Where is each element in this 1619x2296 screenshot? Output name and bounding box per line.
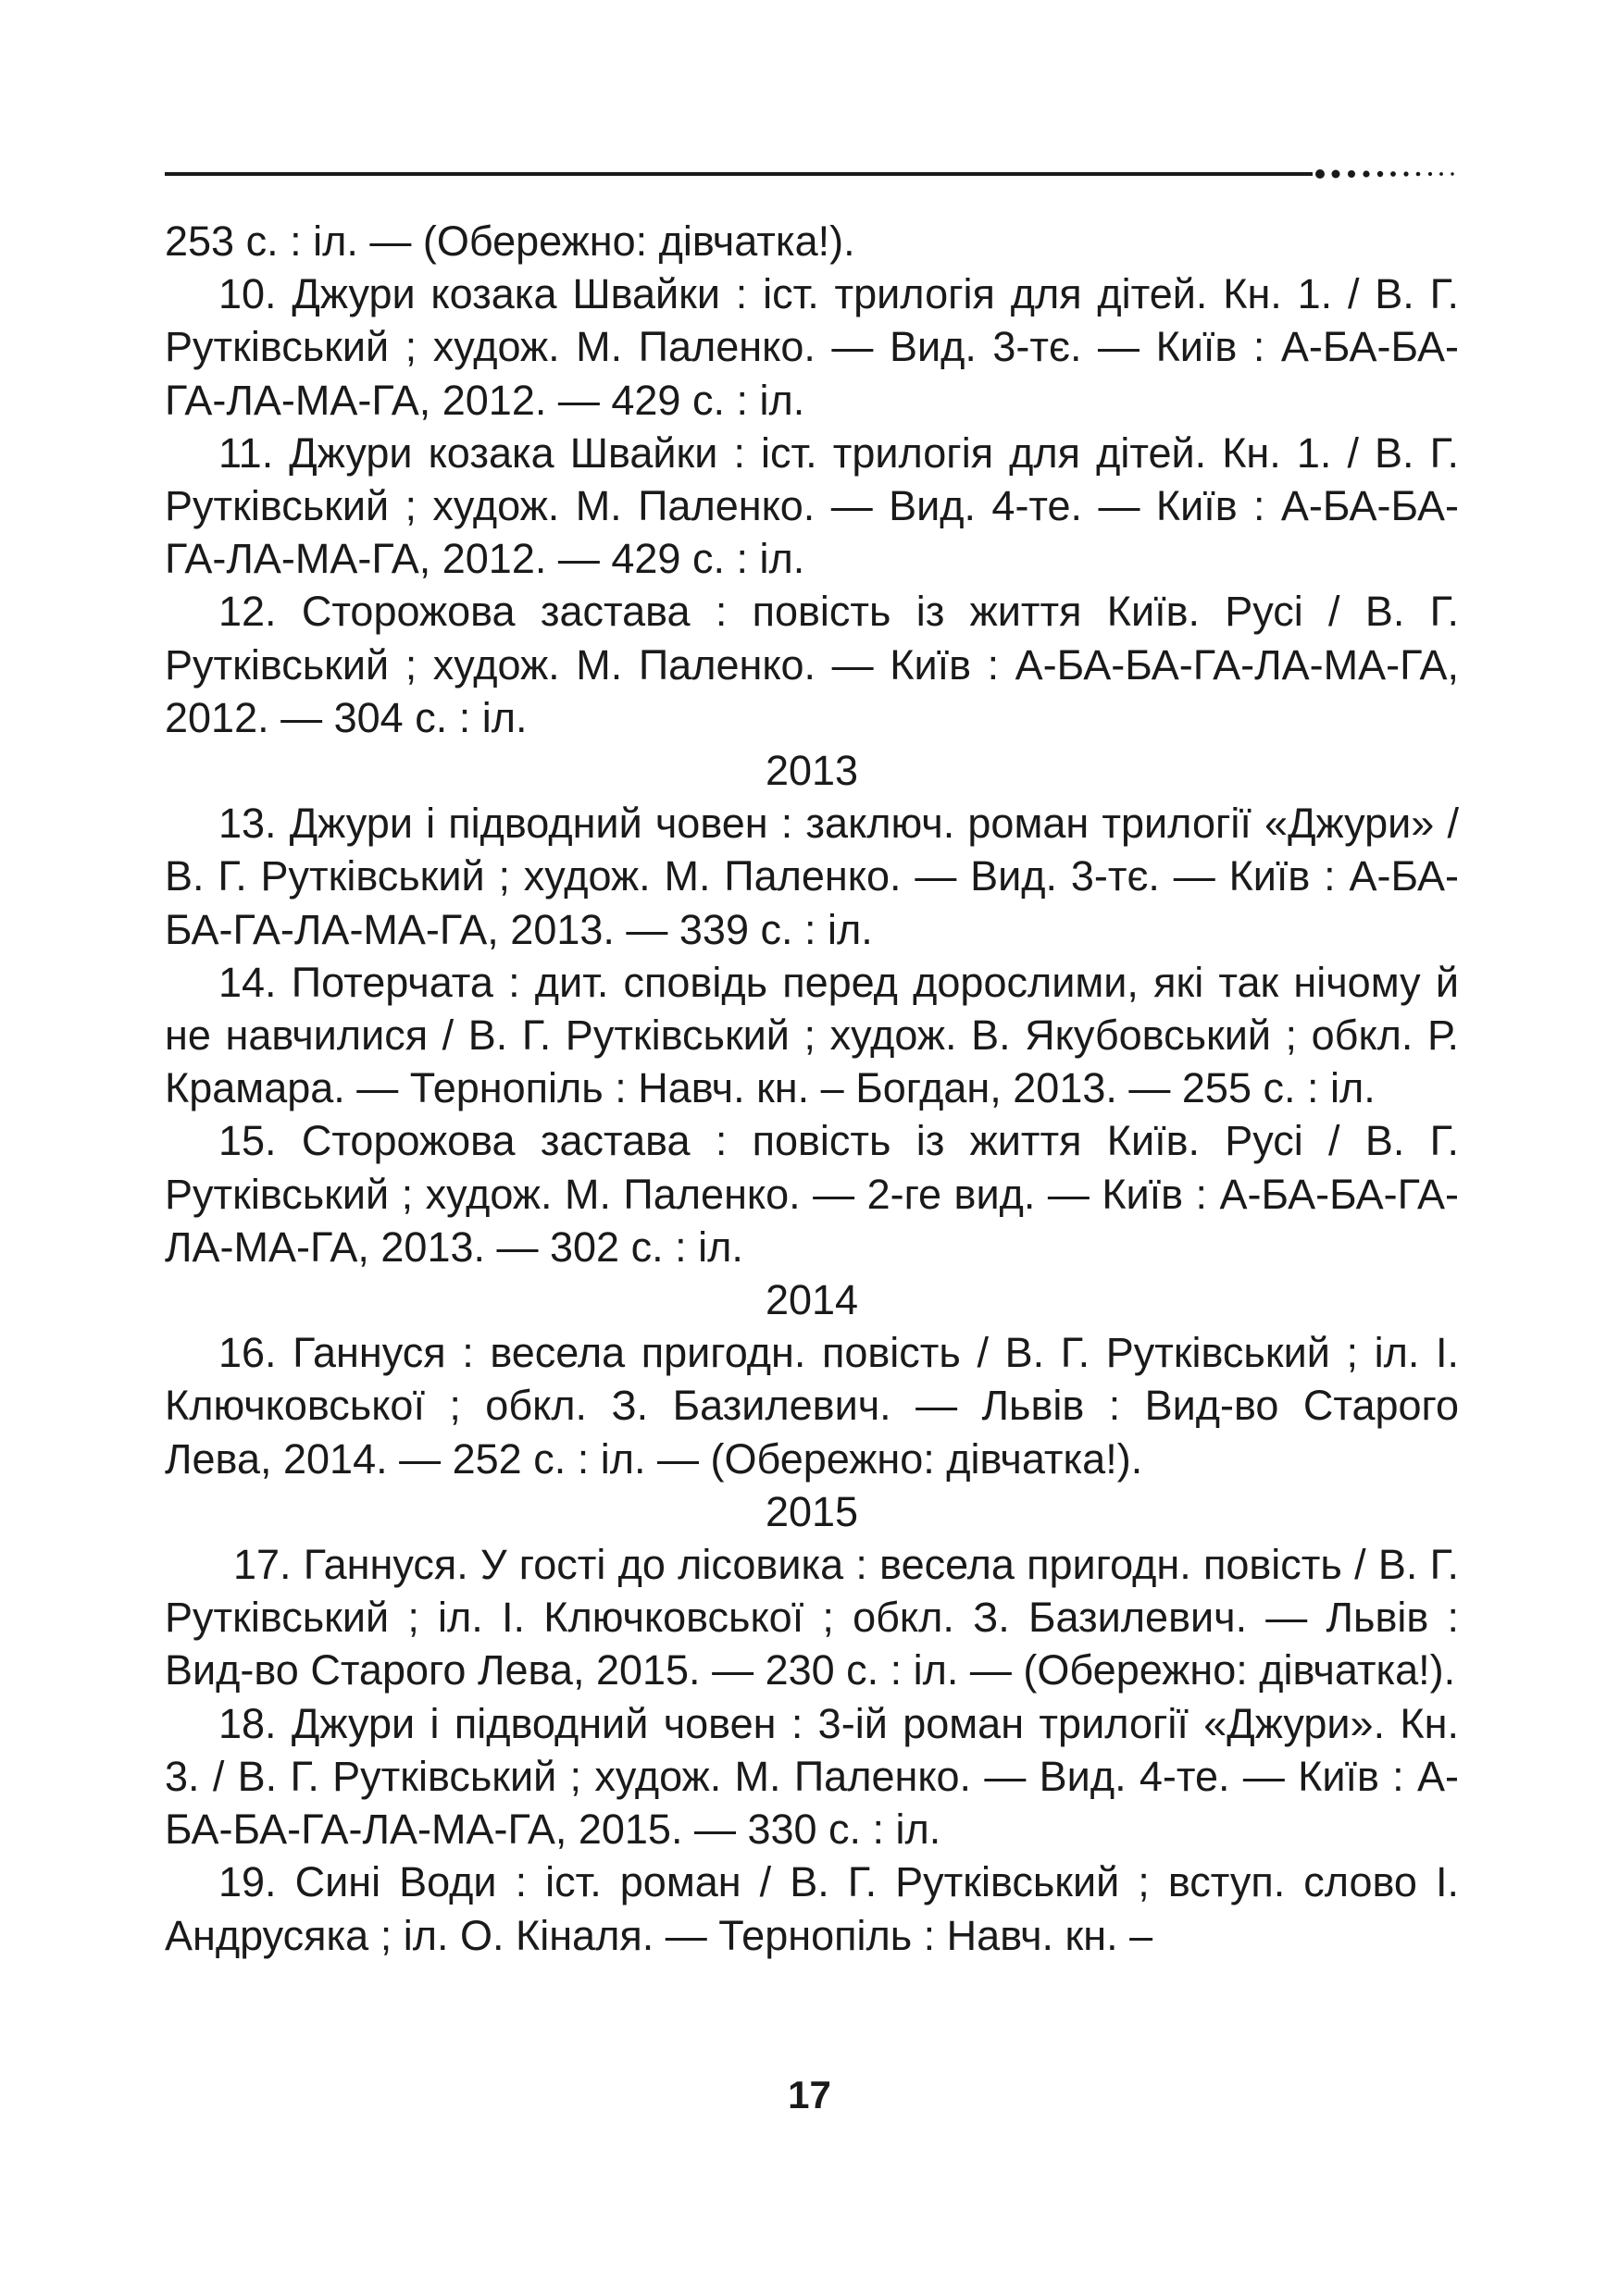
year-heading: 2015 bbox=[765, 1487, 859, 1535]
bibliography-entry: 253 с. : іл. — (Обережно: дівчатка!). bbox=[165, 217, 855, 265]
bibliography-entry: 13. Джури і підводний човен : заключ. роман трилогії «Джури» / В. Г. Рутківський ; худож. М. Паленко. — Вид. 3-тє. — Київ : А-БА-БА-ГА-ЛА-МА-ГА, 2013. — 339 с. : іл. bbox=[165, 800, 1459, 953]
header-dots-ornament bbox=[1314, 165, 1463, 183]
bibliography-entry: 19. Сині Води : іст. роман / В. Г. Рутківський ; вступ. слово І. Андрусяка ; іл. О. Кіналя. — Тернопіль : Навч. кн. – bbox=[165, 1858, 1459, 1959]
bibliography-entry: 12. Сторожова застава : повість із життя Київ. Русі / В. Г. Рутківський ; худож. М. Паленко. — Київ : А-БА-БА-ГА-ЛА-МА-ГА, 2012. — 304 с. : іл. bbox=[165, 588, 1459, 741]
bibliography-entry: 14. Потерчата : дит. сповідь перед дорослими, які так нічому й не навчилися / В. Г. Рутківський ; худож. В. Якубовський ; обкл. Р. Крамара. — Тернопіль : Навч. кн. – Богдан, 2013. — 255 с. : іл. bbox=[165, 958, 1459, 1112]
bibliography-entry: 18. Джури і підводний човен : 3-ій роман трилогії «Джури». Кн. 3. / В. Г. Рутківський ; худож. М. Паленко. — Вид. 4-те. — Київ : А-БА-БА-ГА-ЛА-МА-ГА, 2015. — 330 с. : іл. bbox=[165, 1699, 1459, 1854]
year-heading: 2014 bbox=[765, 1276, 859, 1324]
header-rule bbox=[165, 172, 1313, 176]
bibliography-content bbox=[165, 215, 1459, 1962]
bibliography-entry: 16. Ганнуся : весела пригодн. повість / В. Г. Рутківський ; іл. І. Ключковської ; обкл. З. Базилевич. — Львів : Вид-во Старого Лева, 2014. — 252 с. : іл. — (Обережно: дівчатка!). bbox=[165, 1329, 1459, 1483]
bibliography-entry: 15. Сторожова застава : повість із життя Київ. Русі / В. Г. Рутківський ; худож. М. Паленко. — 2-ге вид. — Київ : А-БА-БА-ГА-ЛА-МА-ГА, 2013. — 302 с. : іл. bbox=[165, 1117, 1459, 1271]
bibliography-entry: 11. Джури козака Швайки : іст. трилогія для дітей. Кн. 1. / В. Г. Рутківський ; худож. М. Паленко. — Вид. 4-те. — Київ : А-БА-БА-ГА-ЛА-МА-ГА, 2012. — 429 с. : іл. bbox=[165, 428, 1459, 583]
bibliography-entry: 10. Джури козака Швайки : іст. трилогія для дітей. Кн. 1. / В. Г. Рутківський ; худож. М. Паленко. — Вид. 3-тє. — Київ : А-БА-БА-ГА-ЛА-МА-ГА, 2012. — 429 с. : іл. bbox=[165, 270, 1459, 424]
bibliography-entry: 17. Ганнуся. У гості до лісовика : весела пригодн. повість / В. Г. Рутківський ; іл. І. Ключковської ; обкл. З. Базилевич. — Львів : Вид-во Старого Лева, 2015. — 230 с. : іл. — (Обережно: дівчатка!). bbox=[165, 1541, 1459, 1694]
page-number: 17 bbox=[788, 2073, 831, 2116]
year-heading: 2013 bbox=[765, 747, 859, 795]
